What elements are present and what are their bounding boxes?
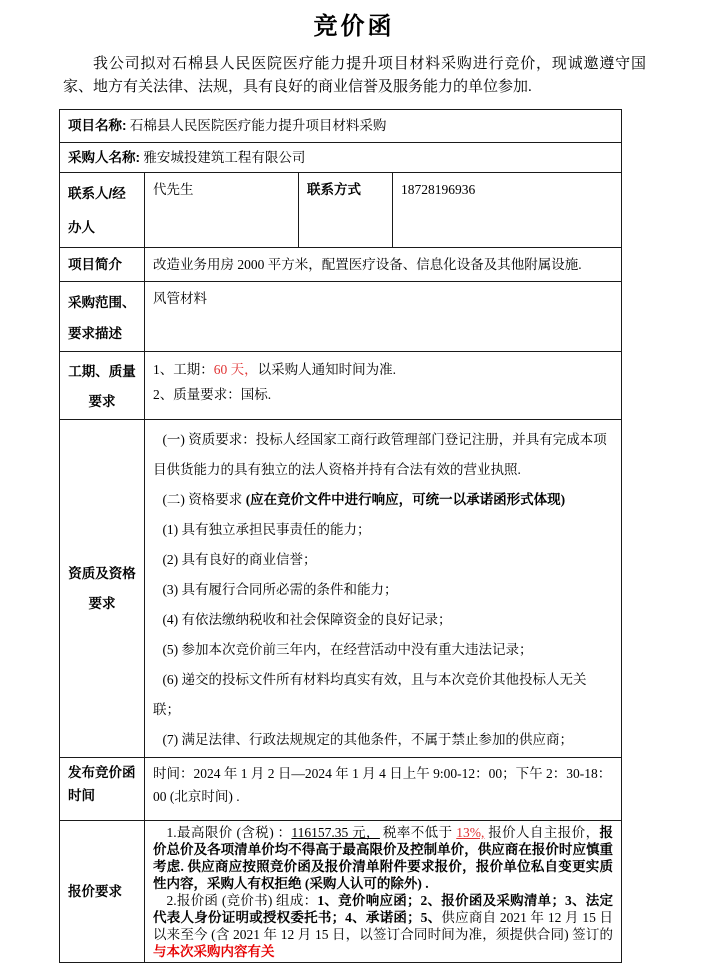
emphasis-red-text: 与本次采购内容有关 bbox=[153, 944, 275, 959]
row-release-time bbox=[60, 758, 622, 821]
qual-item: (7) 满足法律、行政法规规定的其他条件，不属于禁止参加的供应商； bbox=[162, 732, 574, 747]
release-time-value: 时间：2024 年 1 月 2 日—2024 年 1 月 4 日上午 9:00-12：00；下午 2：30-18：00 (北京时间) . bbox=[145, 758, 622, 821]
quote-bold-clause: 报价总价及各项清单价均不得高于最高限价及控制单价，供应商在报价时应慎重考虑. 供应商应按照竞价函及报价清单附件要求报价，报价单位私自变更实质性内容，采购人有权拒绝 (采购人认可的除外) . bbox=[153, 825, 614, 891]
row-scope bbox=[60, 282, 622, 352]
quote-composition-list: 1、竞价响应函；2、报价函及采购清单；3、法定代表人身份证明或授权委托书；4、承诺函；5、 bbox=[153, 893, 614, 925]
row-quote-requirements bbox=[60, 821, 622, 963]
project-name-cell bbox=[60, 110, 622, 143]
scope-label: 采购范围、要求描述 bbox=[60, 282, 145, 352]
quote-paragraph-2: 2.报价函 (竞价书) 组成：1、竞价响应函；2、报价函及采购清单；3、法定代表人身份证明或授权委托书；4、承诺函；5、供应商自 2021 年 12 月 15 日以来至今 (含 2021 年 12 月 15 日，以签订合同时间为准，须提供合同) 签订的与本次采购内容有关 bbox=[153, 893, 614, 959]
project-name-value: 石棉县人民医院医疗能力提升项目材料采购 bbox=[129, 118, 387, 134]
schedule-value bbox=[145, 352, 622, 420]
qual-paragraph-2: (二) 资格要求 (应在竞价文件中进行响应，可统一以承诺函形式体现) bbox=[162, 492, 566, 507]
row-summary bbox=[60, 248, 622, 282]
contact-person-value: 代先生 bbox=[145, 173, 299, 248]
highlighted-duration: 60 天， bbox=[213, 362, 258, 377]
row-project-name bbox=[60, 110, 622, 143]
quote-requirements-label: 报价要求 bbox=[60, 821, 145, 963]
qual-paragraph-2-bold: (应在竞价文件中进行响应，可统一以承诺函形式体现) bbox=[245, 492, 566, 507]
row-qualification bbox=[60, 420, 622, 758]
qualification-value bbox=[145, 420, 622, 758]
qualification-label: 资质及资格要求 bbox=[60, 420, 145, 758]
buyer-label: 采购人名称: bbox=[68, 149, 140, 165]
row-buyer bbox=[60, 143, 622, 173]
max-price-value: 116157.35 元， bbox=[291, 825, 380, 840]
contact-method-label: 联系方式 bbox=[299, 173, 393, 248]
document-page bbox=[0, 6, 708, 963]
contact-phone-value: 18728196936 bbox=[393, 173, 622, 248]
schedule-label: 工期、质量要求 bbox=[60, 352, 145, 420]
bid-info-table bbox=[59, 109, 622, 963]
project-name-label: 项目名称: bbox=[68, 118, 127, 134]
project-summary-value: 改造业务用房 2000 平方米，配置医疗设备、信息化设备及其他附属设施. bbox=[145, 248, 622, 282]
release-time-label: 发布竞价函时间 bbox=[60, 758, 145, 821]
qual-item: (3) 具有履行合同所必需的条件和能力； bbox=[162, 582, 398, 597]
project-summary-label: 项目简介 bbox=[60, 248, 145, 282]
buyer-name-value: 雅安城投建筑工程有限公司 bbox=[143, 149, 306, 165]
qual-item: (4) 有依法缴纳税收和社会保障资金的良好记录； bbox=[162, 612, 452, 627]
document-title: 竞价函 bbox=[313, 13, 395, 40]
quote-requirements-value bbox=[145, 821, 622, 963]
contact-person-label: 联系人/经办人 bbox=[60, 173, 145, 248]
qual-paragraph-1: (一) 资质要求：投标人经国家工商行政管理部门登记注册，并具有完成本项目供货能力的具有独立的法人资格并持有合法有效的营业执照. bbox=[153, 432, 607, 477]
tax-rate-value: 13%, bbox=[456, 825, 485, 840]
intro-paragraph: 我公司拟对石棉县人民医院医疗能力提升项目材料采购进行竞价，现诚邀遵守国家、地方有关法律、法规，具有良好的商业信誉及服务能力的单位参加. bbox=[63, 56, 646, 95]
qual-item: (6) 递交的投标文件所有材料均真实有效，且与本次竞价其他投标人无关联； bbox=[153, 672, 587, 717]
buyer-cell bbox=[60, 143, 622, 173]
row-schedule bbox=[60, 352, 622, 420]
qual-item: (5) 参加本次竞价前三年内，在经营活动中没有重大违法记录； bbox=[162, 642, 533, 657]
schedule-item-2: 2、质量要求：国标. bbox=[153, 387, 272, 402]
quote-paragraph-1: 1.最高限价 (含税) ：116157.35 元， 税率不低于 13%, 报价人自主报价，报价总价及各项清单价均不得高于最高限价及控制单价，供应商在报价时应慎重考虑. 供应商应按照竞价函及报价清单附件要求报价，报价单位私自变更实质性内容，采购人有权拒绝 (采购人认可的除外) . bbox=[153, 825, 614, 891]
qual-item: (1) 具有独立承担民事责任的能力； bbox=[162, 522, 371, 537]
row-contact bbox=[60, 173, 622, 248]
scope-value: 风管材料 bbox=[145, 282, 622, 352]
schedule-item-1: 1、工期：60 天，以采购人通知时间为准. bbox=[153, 362, 396, 377]
qual-item: (2) 具有良好的商业信誉； bbox=[162, 552, 317, 567]
